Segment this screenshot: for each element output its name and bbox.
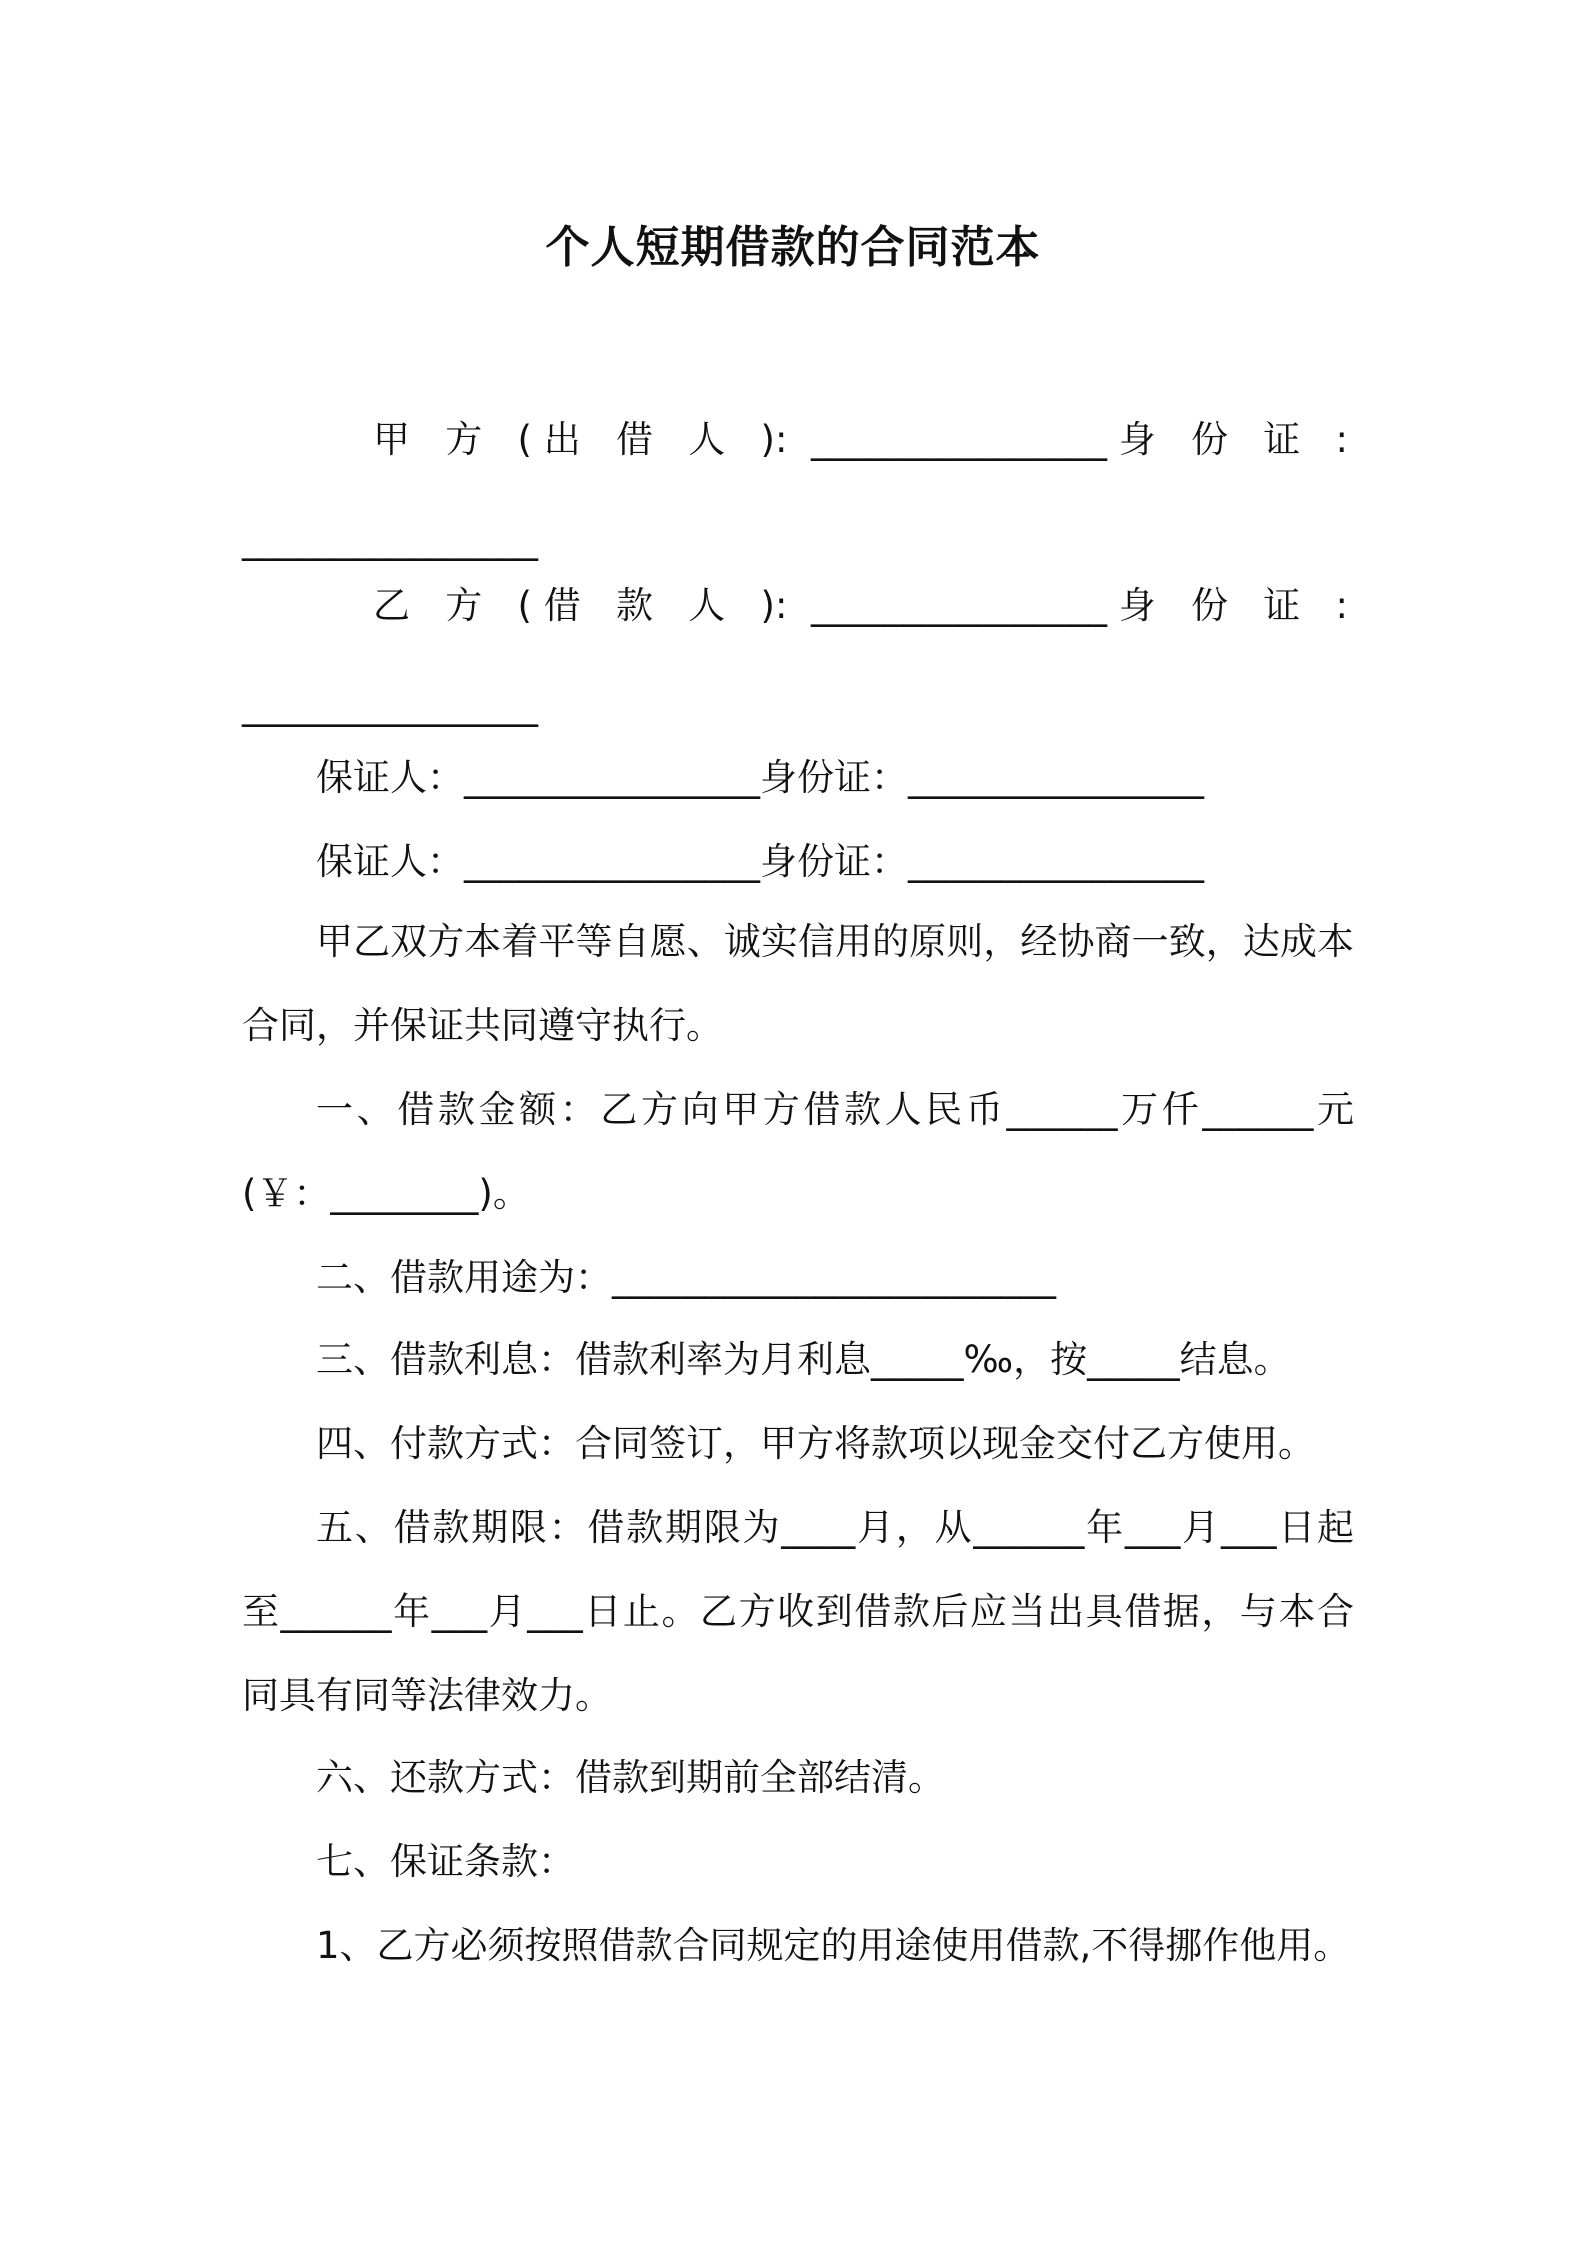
preamble-line-2: 合同，并保证共同遵守执行。: [242, 1004, 723, 1047]
party-b-line: 乙 方 (借 款 人 ): ________________身 份 证 :: [373, 584, 1348, 627]
guarantor-line-1: 保证人：________________身份证：________________: [316, 756, 1204, 799]
clause-7: 七、保证条款：: [316, 1840, 575, 1883]
clause-7-item-1: 1、乙方必须按照借款合同规定的用途使用借款,不得挪作他用。: [316, 1924, 1351, 1967]
clause-3: 三、借款利息：借款利率为月利息_____‰，按_____结息。: [316, 1338, 1291, 1381]
guarantor-line-2: 保证人：________________身份证：________________: [316, 840, 1204, 883]
clause-6: 六、还款方式：借款到期前全部结清。: [316, 1756, 945, 1799]
clause-5-line-2: 至______年___月___日止。乙方收到借款后应当出具借据，与本合: [242, 1590, 1354, 1633]
clause-4: 四、付款方式：合同签订，甲方将款项以现金交付乙方使用。: [316, 1422, 1315, 1465]
clause-5-line-3: 同具有同等法律效力。: [242, 1674, 612, 1717]
preamble-line-1: 甲乙双方本着平等自愿、诚实信用的原则，经协商一致，达成本: [316, 920, 1354, 963]
party-b-id-blank: ________________: [242, 684, 538, 727]
clause-2: 二、借款用途为：________________________: [316, 1256, 1056, 1299]
party-a-id-blank: ________________: [242, 518, 538, 561]
party-a-line: 甲 方 (出 借 人 ): ________________身 份 证 :: [373, 418, 1348, 461]
document-title: 个人短期借款的合同范本: [545, 222, 1041, 273]
clause-5-line-1: 五、借款期限：借款期限为____月，从______年___月___日起: [316, 1506, 1354, 1549]
clause-1-line-1: 一、借款金额：乙方向甲方借款人民币______万仟______元: [316, 1088, 1354, 1131]
clause-1-line-2: (￥：________)。: [242, 1172, 530, 1215]
